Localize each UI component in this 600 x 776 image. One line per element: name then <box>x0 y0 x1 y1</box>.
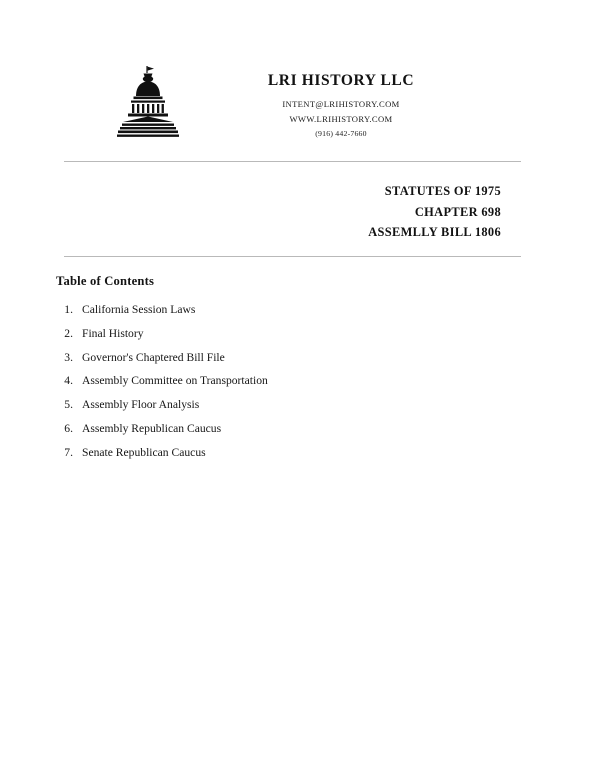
org-email: INTENT@LRIHISTORY.COM <box>282 99 400 109</box>
list-item-number: 7. <box>64 445 73 459</box>
org-info <box>191 58 491 138</box>
list-item <box>56 327 516 351</box>
list-item-number: 6. <box>64 421 73 435</box>
list-item <box>56 422 516 446</box>
statute-heading <box>64 181 501 243</box>
list-item <box>56 303 516 327</box>
list-item-label: Final History <box>82 326 144 340</box>
letterhead <box>0 58 600 140</box>
statute-line-chapter: CHAPTER 698 <box>414 204 501 219</box>
org-phone: (916) 442-7660 <box>315 129 367 138</box>
list-item <box>56 398 516 422</box>
list-item-label: Assembly Committee on Transportation <box>82 374 268 388</box>
list-item <box>56 351 516 375</box>
list-item-label: Senate Republican Caucus <box>82 445 206 459</box>
list-item-number: 1. <box>64 303 73 316</box>
statute-line-statutes: STATUTES OF 1975 <box>384 184 501 198</box>
list-item <box>56 374 516 398</box>
list-item-number: 3. <box>64 350 73 364</box>
list-item-number: 5. <box>64 398 73 412</box>
divider-bottom <box>64 256 521 257</box>
divider-top <box>64 161 521 162</box>
list-item-label: California Session Laws <box>82 303 196 316</box>
org-name: LRI HISTORY LLC <box>267 72 415 89</box>
list-item-label: Assembly Republican Caucus <box>82 421 222 435</box>
table-of-contents-title: Table of Contents <box>56 274 155 288</box>
list-item-label: Assembly Floor Analysis <box>82 398 200 412</box>
table-of-contents-list <box>56 303 516 470</box>
list-item <box>56 446 516 470</box>
list-item-label: Governor's Chaptered Bill File <box>82 350 225 364</box>
list-item-number: 4. <box>64 374 73 388</box>
capitol-dome-icon <box>109 62 187 140</box>
statute-line-bill: ASSEMLLY BILL 1806 <box>368 225 501 239</box>
org-website: WWW.LRIHISTORY.COM <box>289 114 393 124</box>
list-item-number: 2. <box>64 326 73 340</box>
